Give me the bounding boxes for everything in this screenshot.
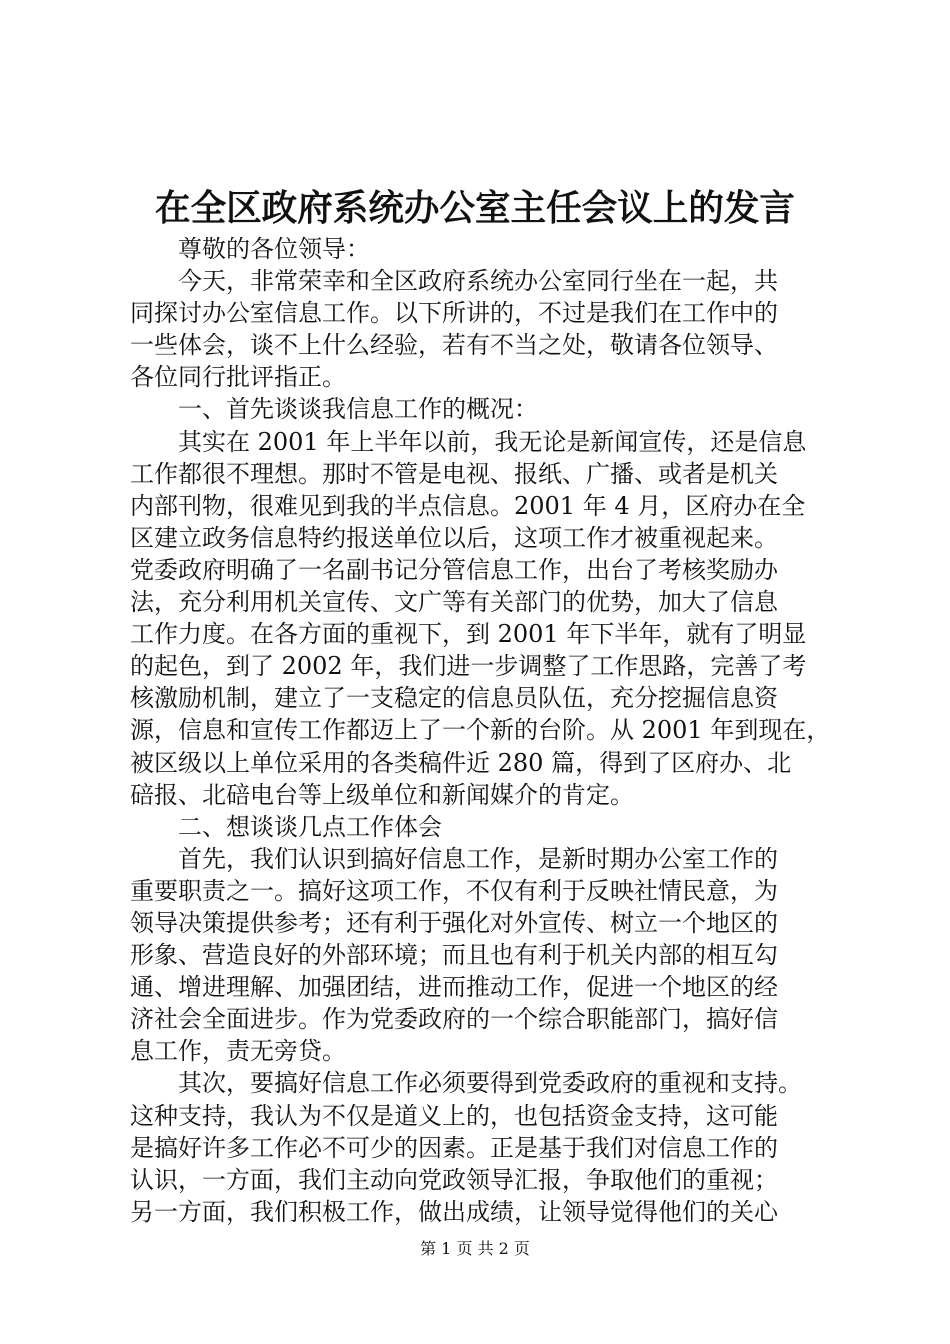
body-line: 其次，要搞好信息工作必须要得到党委政府的重视和支持。 (178, 1069, 802, 1098)
document-body (130, 233, 842, 1228)
body-line: 核激励机制，建立了一支稳定的信息员队伍，充分挖掘信息资 (130, 684, 778, 713)
page-footer: 第 1 页 共 2 页 (420, 1239, 530, 1258)
body-line: 法，充分利用机关宣传、文广等有关部门的优势，加大了信息 (130, 588, 778, 617)
body-line: 同探讨办公室信息工作。以下所讲的，不过是我们在工作中的 (130, 299, 778, 328)
body-line: 二、想谈谈几点工作体会 (178, 812, 442, 841)
body-line: 今天，非常荣幸和全区政府系统办公室同行坐在一起，共 (178, 267, 778, 296)
body-line: 其实在 2001 年上半年以前，我无论是新闻宣传，还是信息 (178, 427, 807, 456)
body-line: 党委政府明确了一名副书记分管信息工作，出台了考核奖励办 (130, 555, 778, 584)
body-line: 一、首先谈谈我信息工作的概况： (178, 395, 538, 424)
body-line: 通、增进理解、加强团结，进而推动工作，促进一个地区的经 (130, 973, 778, 1002)
body-line: 各位同行批评指正。 (130, 363, 346, 392)
body-line: 领导决策提供参考；还有利于强化对外宣传、树立一个地区的 (130, 908, 778, 937)
body-line: 的起色，到了 2002 年，我们进一步调整了工作思路，完善了考 (130, 652, 807, 681)
body-line: 一些体会，谈不上什么经验，若有不当之处，敬请各位领导、 (130, 331, 778, 360)
body-line: 碚报、北碚电台等上级单位和新闻媒介的肯定。 (130, 780, 634, 809)
body-line: 认识，一方面，我们主动向党政领导汇报，争取他们的重视； (130, 1165, 778, 1194)
body-line: 内部刊物，很难见到我的半点信息。2001 年 4 月，区府办在全 (130, 491, 806, 520)
body-line: 形象、营造良好的外部环境；而且也有利于机关内部的相互勾 (130, 941, 778, 970)
body-line: 源，信息和宣传工作都迈上了一个新的台阶。从 2001 年到现在， (130, 716, 831, 745)
body-line: 这种支持，我认为不仅是道义上的，也包括资金支持，这可能 (130, 1101, 778, 1130)
body-line: 另一方面，我们积极工作，做出成绩，让领导觉得他们的关心 (130, 1197, 778, 1226)
body-line: 工作力度。在各方面的重视下，到 2001 年下半年，就有了明显 (130, 620, 807, 649)
body-line: 重要职责之一。搞好这项工作，不仅有利于反映社情民意，为 (130, 876, 778, 905)
body-line: 工作都很不理想。那时不管是电视、报纸、广播、或者是机关 (130, 459, 778, 488)
body-line: 是搞好许多工作必不可少的因素。正是基于我们对信息工作的 (130, 1133, 778, 1162)
body-line: 尊敬的各位领导： (178, 235, 370, 263)
body-line: 济社会全面进步。作为党委政府的一个综合职能部门，搞好信 (130, 1005, 778, 1034)
body-line: 首先，我们认识到搞好信息工作，是新时期办公室工作的 (178, 844, 778, 873)
body-line: 区建立政务信息特约报送单位以后，这项工作才被重视起来。 (130, 523, 778, 552)
body-line: 息工作，责无旁贷。 (130, 1037, 346, 1066)
document-title: 在全区政府系统办公室主任会议上的发言 (155, 187, 795, 229)
body-line: 被区级以上单位采用的各类稿件近 280 篇，得到了区府办、北 (130, 748, 792, 777)
